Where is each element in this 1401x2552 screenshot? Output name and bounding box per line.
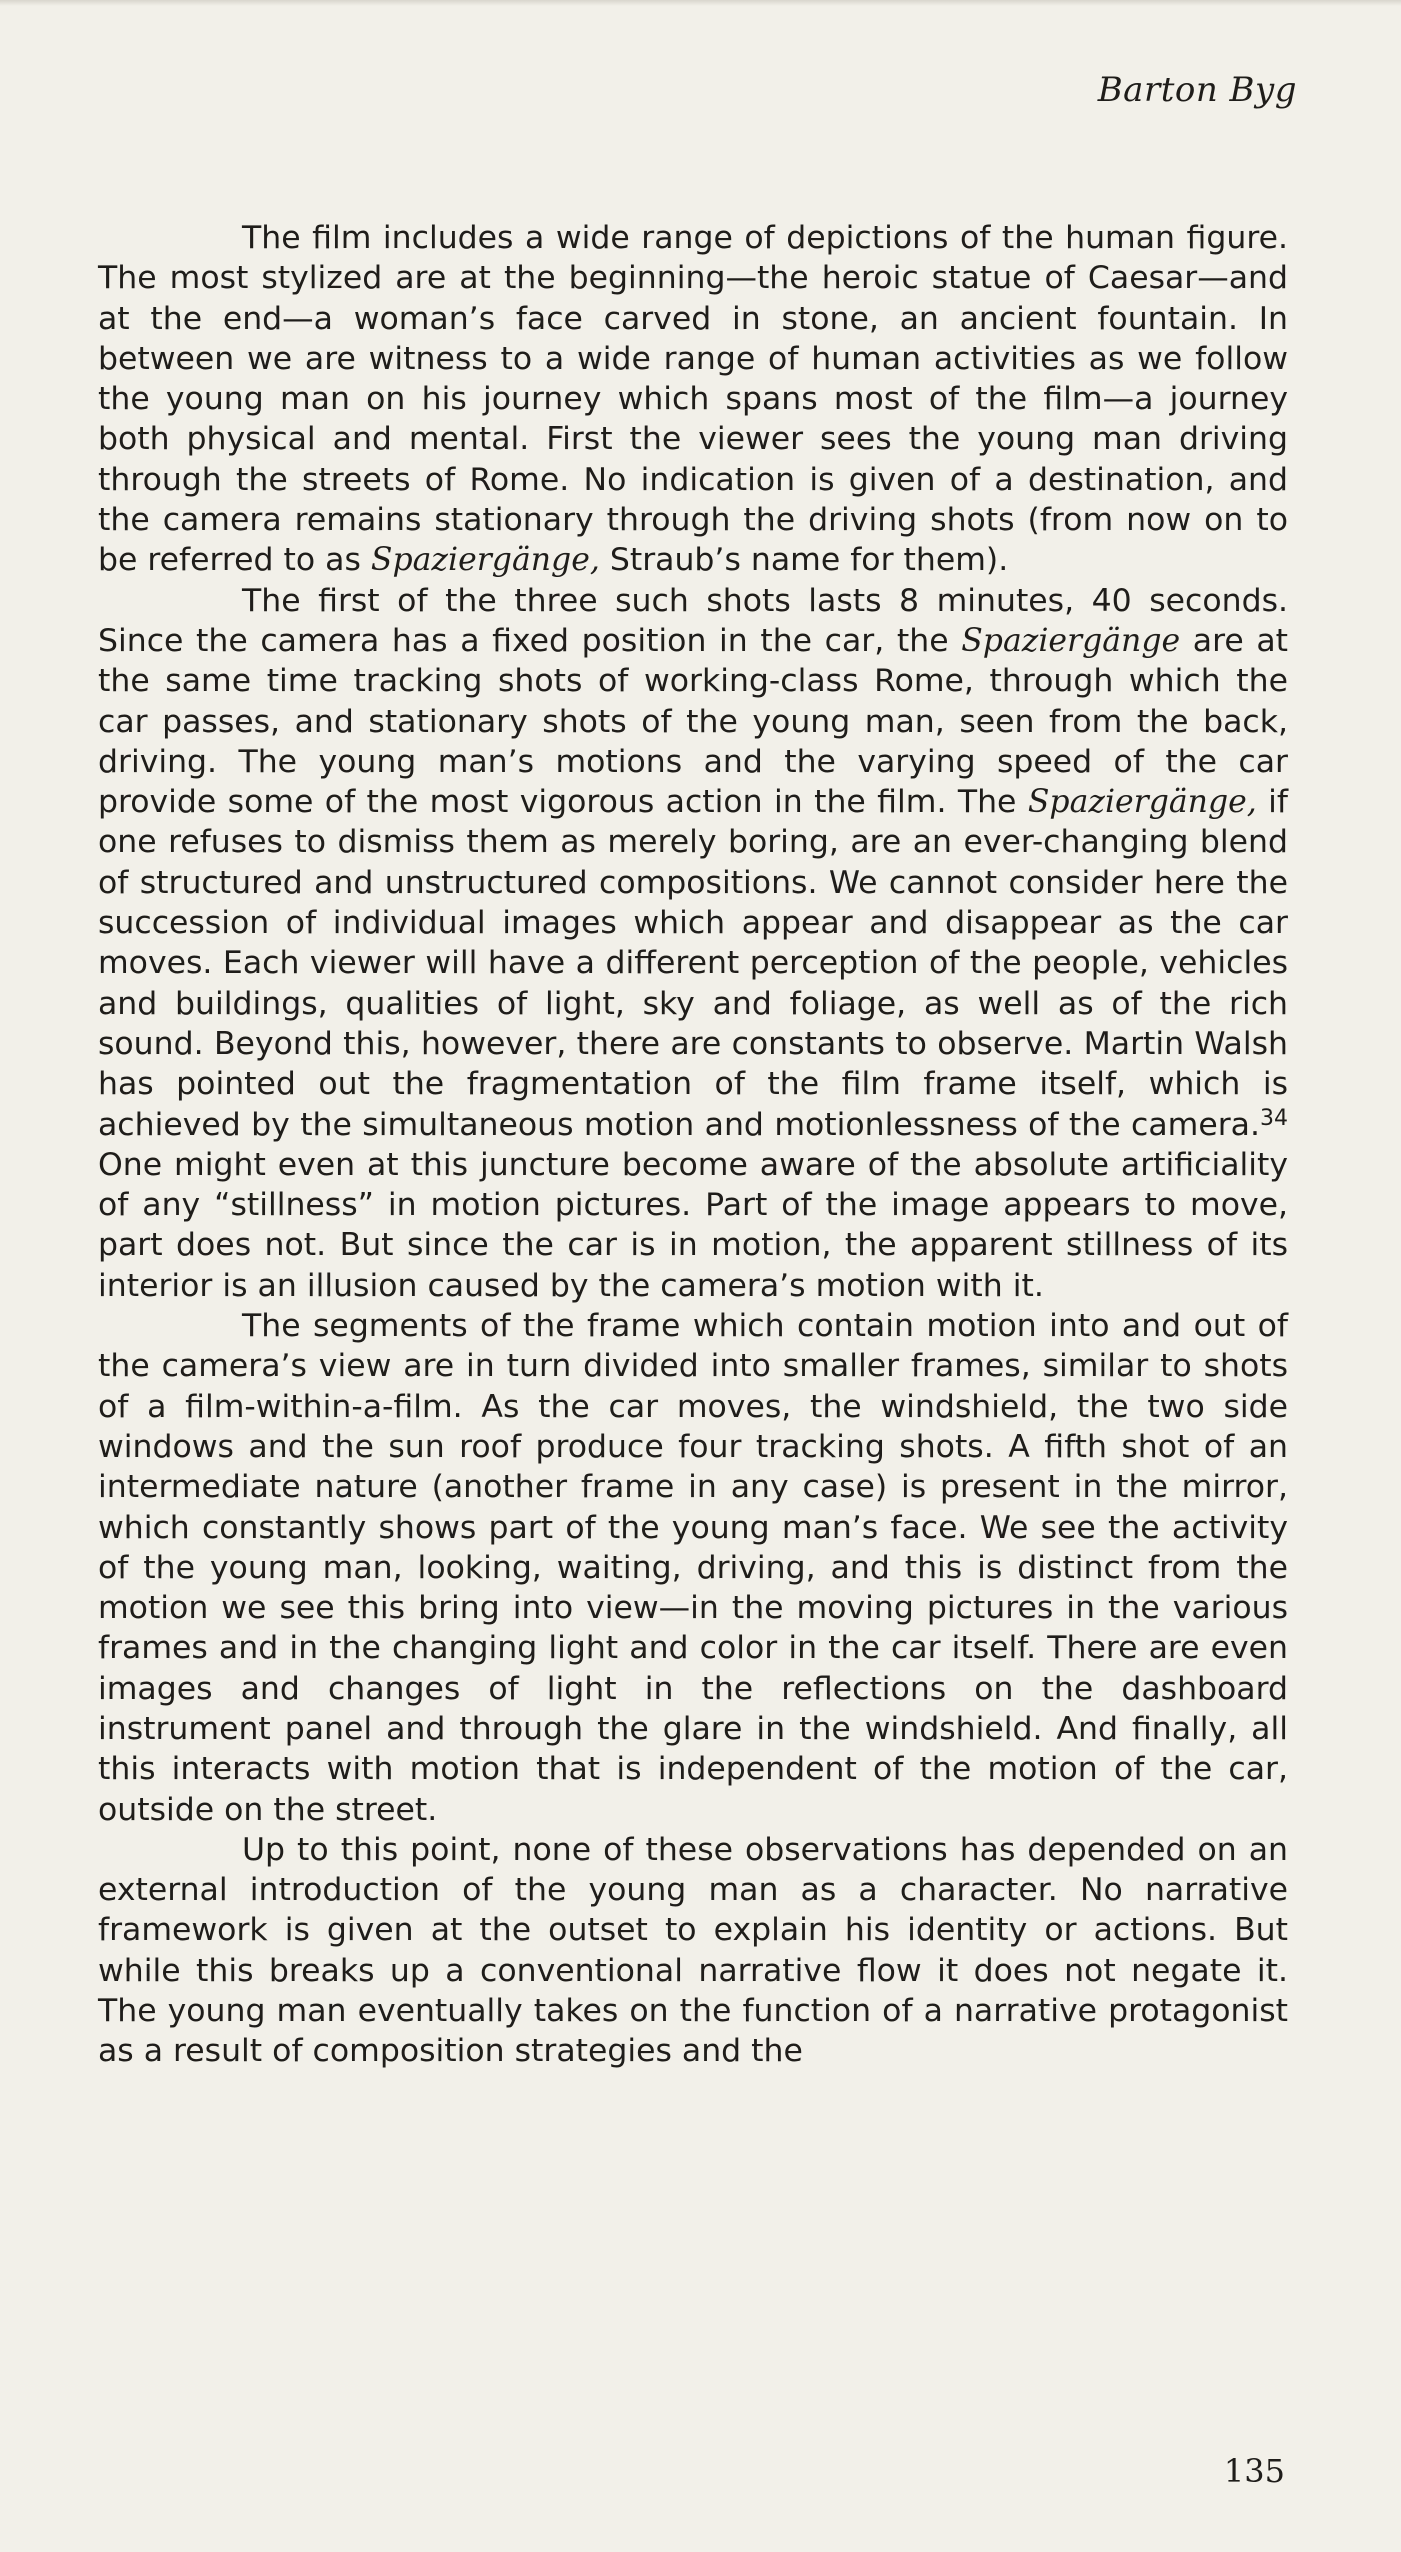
page-top-shadow (0, 0, 1401, 6)
paragraph-4 (98, 1830, 1288, 2072)
paragraph-2-italic-term-b: Spaziergänge, (1027, 784, 1257, 821)
page-number: 135 (1223, 2452, 1285, 2490)
running-head-author: Barton Byg (1097, 70, 1297, 110)
paragraph-1-text: The film includes a wide range of depictions of the human figure. The most stylized are at the beginning—the heroic statue of Caesar—and at the end—a woman’s face carved in stone, an ancient fountain. In between we are witness to a wide range of human activities as we follow the young man on his journey which spans most of the film—a journey both physical and mental. First the viewer sees the young man driving through the streets of Rome. No indication is given of a destination, and the camera remains stationary through the driving shots (from now on to be referred to as (98, 220, 1288, 579)
paragraph-1 (98, 218, 1288, 581)
paragraph-2 (98, 581, 1288, 1306)
paragraph-1-italic-term: Spaziergänge, (370, 542, 600, 579)
paragraph-3 (98, 1306, 1288, 1830)
paragraph-2-italic-term-a: Spaziergänge (961, 622, 1181, 659)
paragraph-2-text-b: are at the same time tracking shots of working-class Rome, through which the car passes, and stationary shots of the young man, seen from the back, driving. The young man’s motions and the varying speed of the car provide some of the most vigorous action in the film. The (98, 622, 1288, 821)
paragraph-2-text-a: The first of the three such shots lasts 8 minutes, 40 seconds. Since the camera has a fixed position in the car, the (98, 582, 1288, 659)
paragraph-4-text: Up to this point, none of these observations has depended on an external introduction of the young man as a character. No narrative framework is given at the outset to explain his identity or actions. But while this breaks up a conventional narrative flow it does not negate it. The young man eventually takes on the function of a narrative protagonist as a result of composition strategies and the (98, 1831, 1288, 2070)
footnote-marker-34: 34 (1260, 1105, 1288, 1131)
paragraph-3-text: The segments of the frame which contain motion into and out of the camera’s view are in turn divided into smaller frames, similar to shots of a film-within-a-film. As the car moves, the windshield, the two side windows and the sun roof produce four tracking shots. A fifth shot of an intermediate nature (another frame in any case) is present in the mirror, which constantly shows part of the young man’s face. We see the activity of the young man, looking, waiting, driving, and this is distinct from the motion we see this bring into view—in the moving pictures in the various frames and in the changing light and color in the car itself. There are even images and changes of light in the reflections on the dashboard instrument panel and through the glare in the windshield. And finally, all this interacts with motion that is independent of the motion of the car, outside on the street. (98, 1308, 1288, 1828)
article-body (98, 218, 1288, 2072)
paragraph-2-text-c: if one refuses to dismiss them as merely boring, are an ever-changing blend of structured and unstructured compositions. We cannot consider here the succession of individual images which appear and disappear as the car moves. Each viewer will have a different perception of the people, vehicles and buildings, qualities of light, sky and foliage, as well as of the rich sound. Beyond this, however, there are constants to observe. Martin Walsh has pointed out the fragmentation of the film frame itself, which is achieved by the simultaneous motion and motionlessness of the camera. (98, 784, 1289, 1143)
paragraph-2-text-d: One might even at this juncture become aware of the absolute artificiality of any “stillness” in motion pictures. Part of the image appears to move, part does not. But since the car is in motion, the apparent stillness of its interior is an illusion caused by the camera’s motion with it. (98, 1146, 1288, 1304)
paragraph-1-text-end: Straub’s name for them). (599, 542, 1009, 579)
